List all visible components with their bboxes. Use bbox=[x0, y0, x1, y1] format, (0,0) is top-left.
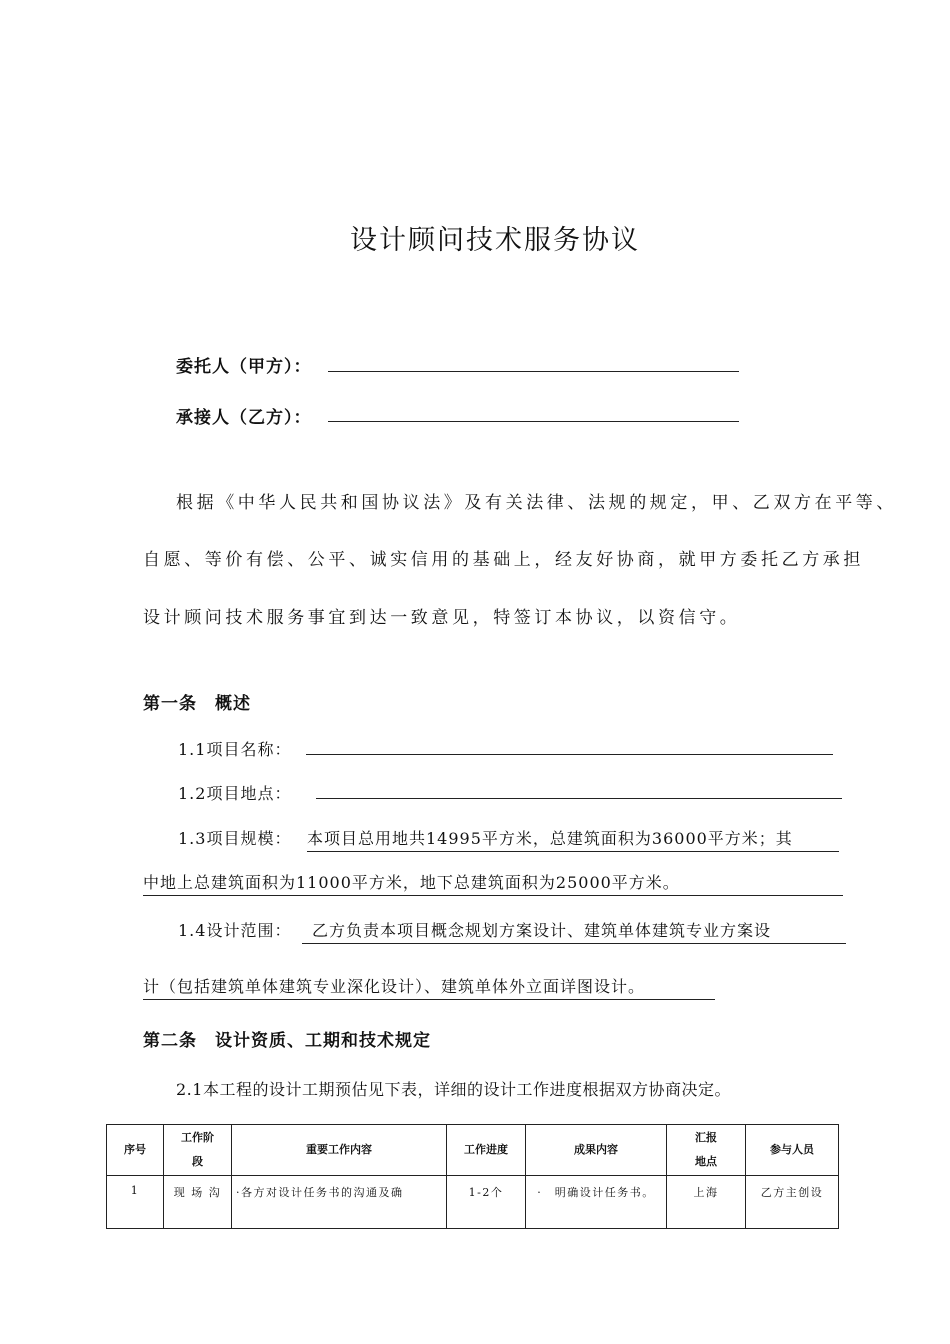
item-1-2-label: 1.2项目地点： bbox=[178, 784, 292, 803]
article-1-heading: 第一条 概述 bbox=[143, 694, 251, 714]
schedule-table bbox=[106, 1124, 839, 1229]
article-2-heading: 第二条 设计资质、工期和技术规定 bbox=[143, 1031, 431, 1051]
preamble-line-1: 根据《中华人民共和国协议法》及有关法律、法规的规定，甲、乙双方在平等、 bbox=[176, 493, 897, 513]
cell-content: ·各方对设计任务书的沟通及确 bbox=[232, 1176, 447, 1229]
cell-place: 上海 bbox=[667, 1176, 746, 1229]
header-seq: 序号 bbox=[107, 1125, 164, 1176]
item-1-3-label: 1.3项目规模： bbox=[178, 829, 292, 848]
party-a-label: 委托人（甲方）： bbox=[176, 357, 312, 377]
header-stage: 工作阶 段 bbox=[164, 1125, 232, 1176]
document-title: 设计顾问技术服务协议 bbox=[350, 225, 640, 256]
cell-staff: 乙方主创设 bbox=[746, 1176, 839, 1229]
preamble-line-3: 设计顾问技术服务事宜到达一致意见，特签订本协议，以资信守。 bbox=[143, 608, 741, 628]
project-location-fill-line bbox=[316, 798, 842, 799]
header-content: 重要工作内容 bbox=[232, 1125, 447, 1176]
item-1-4-label: 1.4设计范围： bbox=[178, 921, 292, 940]
header-staff: 参与人员 bbox=[746, 1125, 839, 1176]
item-1-4-text-line-1: 乙方负责本项目概念规划方案设计、建筑单体建筑专业方案设 bbox=[302, 918, 846, 944]
project-name-fill-line bbox=[306, 754, 833, 755]
preamble-line-2: 自愿、等价有偿、公平、诚实信用的基础上，经友好协商，就甲方委托乙方承担 bbox=[143, 550, 864, 570]
party-a-fill-line bbox=[328, 371, 739, 372]
item-2-1-text: 2.1本工程的设计工期预估见下表，详细的设计工作进度根据双方协商决定。 bbox=[176, 1080, 731, 1099]
item-1-4-text-line-2: 计（包括建筑单体建筑专业深化设计）、建筑单体外立面详图设计。 bbox=[143, 974, 715, 1000]
header-place: 汇报 地点 bbox=[667, 1125, 746, 1176]
header-result: 成果内容 bbox=[526, 1125, 667, 1176]
cell-result: · 明确设计任务书。 bbox=[526, 1176, 667, 1229]
cell-stage: 现 场 沟 bbox=[164, 1176, 232, 1229]
party-b-fill-line bbox=[328, 421, 739, 422]
cell-progress: 1-2个 bbox=[447, 1176, 526, 1229]
table-header-row bbox=[107, 1125, 839, 1176]
item-1-1-label: 1.1项目名称： bbox=[178, 740, 292, 759]
party-b-label: 承接人（乙方）： bbox=[176, 408, 312, 428]
cell-seq: 1 bbox=[107, 1176, 164, 1229]
table-row bbox=[107, 1176, 839, 1229]
item-1-3-text-line-2: 中地上总建筑面积为11000平方米，地下总建筑面积为25000平方米。 bbox=[143, 870, 843, 896]
header-progress: 工作进度 bbox=[447, 1125, 526, 1176]
item-1-3-text-line-1: 本项目总用地共14995平方米，总建筑面积为36000平方米；其 bbox=[307, 826, 839, 852]
